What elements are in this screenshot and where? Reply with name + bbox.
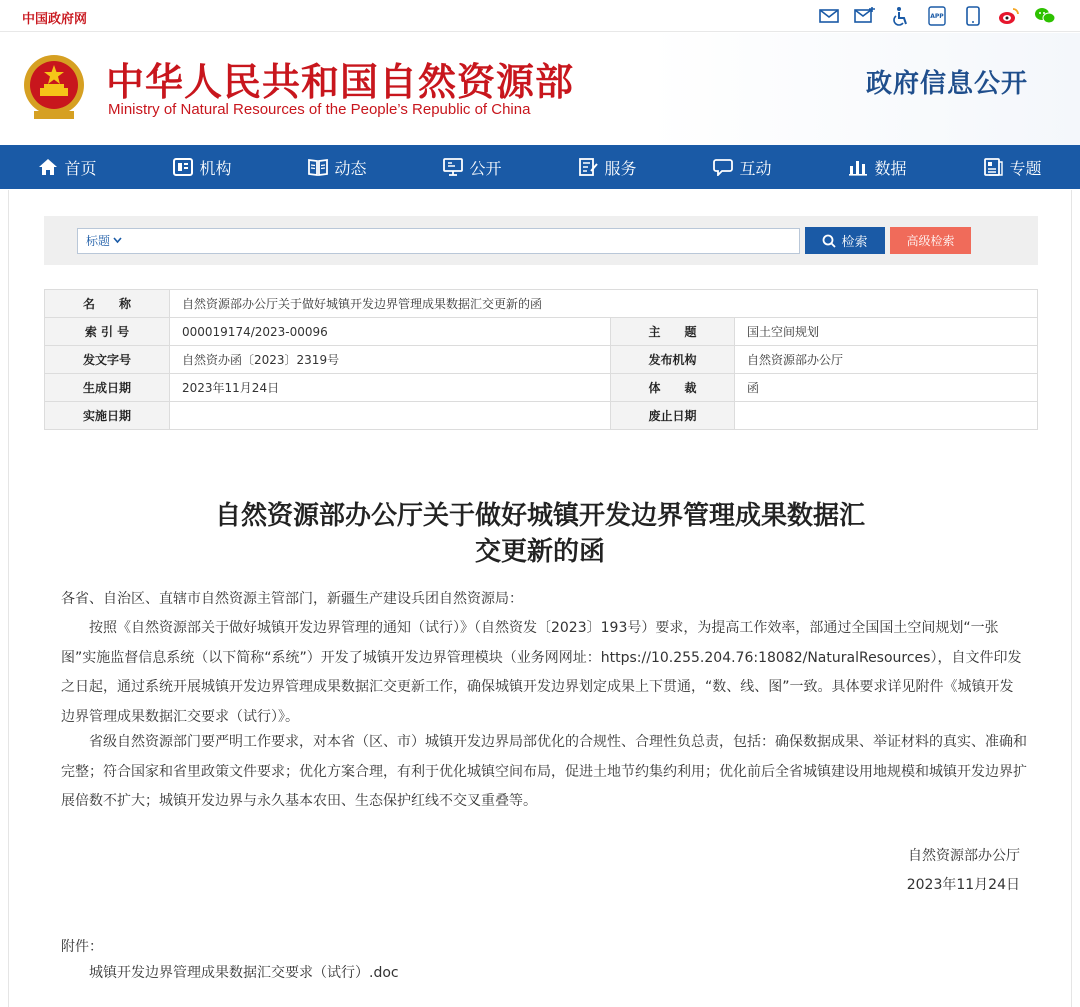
app-icon[interactable] — [926, 5, 948, 27]
mobile-icon[interactable] — [962, 5, 984, 27]
search-icon — [822, 234, 836, 248]
document-salutation: 各省、自治区、直辖市自然资源主管部门，新疆生产建设兵团自然资源局： — [61, 591, 523, 607]
ministry-title-cn: 中华人民共和国自然资源部 — [106, 60, 575, 104]
nav-item-label: 数据 — [874, 158, 907, 178]
nav-item-data[interactable] — [810, 145, 945, 189]
table-row — [45, 346, 1038, 374]
meta-value-effective — [170, 402, 611, 430]
meta-value-date: 2023年11月24日 — [170, 374, 611, 402]
meta-key-issuer: 发布机构 — [611, 346, 735, 374]
national-emblem-icon — [20, 51, 88, 123]
ministry-title-en: Ministry of Natural Resources of the People’s Republic of China — [108, 101, 531, 118]
document-title-line: 自然资源部办公厅关于做好城镇开发边界管理成果数据汇 — [214, 501, 865, 531]
interaction-icon — [713, 158, 733, 176]
top-icons — [818, 5, 1056, 27]
nav-item-label: 公开 — [469, 158, 502, 178]
site-header — [0, 33, 1080, 145]
nav-item-label: 专题 — [1009, 158, 1042, 178]
mail-icon[interactable] — [818, 5, 840, 27]
nav-item-news[interactable] — [270, 145, 405, 189]
attachment-link[interactable]: 城镇开发边界管理成果数据汇交要求（试行）.doc — [89, 965, 399, 981]
meta-key-index: 索 引 号 — [45, 318, 170, 346]
attachment-label: 附件： — [61, 939, 103, 955]
meta-key-subject: 主 题 — [611, 318, 735, 346]
search-field-label: 标题 — [86, 234, 111, 248]
nav-item-disclosure[interactable] — [405, 145, 540, 189]
home-icon — [38, 158, 58, 176]
accessibility-icon[interactable] — [890, 5, 912, 27]
meta-value-expiry — [735, 402, 1038, 430]
nav-item-label: 互动 — [739, 158, 772, 178]
advanced-search-button[interactable]: 高级检索 — [890, 227, 971, 254]
meta-value-name: 自然资源部办公厅关于做好城镇开发边界管理成果数据汇交更新的函 — [170, 290, 1038, 318]
gov-site-link[interactable]: 中国政府网 — [22, 12, 88, 27]
nav-item-label: 服务 — [604, 158, 637, 178]
signature-org: 自然资源部办公厅 — [908, 848, 1020, 864]
document-meta-table — [44, 289, 1038, 430]
main-nav — [0, 145, 1080, 189]
nav-item-label: 机构 — [199, 158, 232, 178]
meta-value-docno: 自然资办函〔2023〕2319号 — [170, 346, 611, 374]
meta-key-effective: 实施日期 — [45, 402, 170, 430]
nav-item-home[interactable] — [0, 145, 135, 189]
meta-key-expiry: 废止日期 — [611, 402, 735, 430]
news-icon — [308, 158, 328, 176]
search-button-label: 检索 — [841, 235, 868, 250]
topic-icon — [983, 158, 1003, 176]
mail-edit-icon[interactable] — [854, 5, 876, 27]
document-paragraph: 省级自然资源部门要严明工作要求，对本省（区、市）城镇开发边界局部优化的合规性、合理性负总责，包括：确保数据成果、举证材料的真实、准确和完整；符合国家和省里政策文件要求；优化方案合理，有利于优化城镇空间布局，促进土地节约集约利用；优化前后全省城镇建设用地规模和城镇开发边界扩展倍数不扩大；城镇开发边界与永久基本农田、生态保护红线不交叉重叠等。 — [61, 734, 1027, 809]
nav-item-label: 动态 — [334, 158, 367, 178]
meta-value-index: 000019174/2023-00096 — [170, 318, 611, 346]
chevron-down-icon — [113, 237, 122, 244]
table-row — [45, 290, 1038, 318]
nav-item-organization[interactable] — [135, 145, 270, 189]
document-title — [140, 498, 940, 570]
meta-key-date: 生成日期 — [45, 374, 170, 402]
meta-key-docno: 发文字号 — [45, 346, 170, 374]
svg-text:APP: APP — [930, 13, 944, 20]
nav-item-topic[interactable] — [945, 145, 1080, 189]
search-button[interactable] — [805, 227, 885, 254]
service-icon — [578, 158, 598, 176]
organization-icon — [173, 158, 193, 176]
table-row — [45, 402, 1038, 430]
signature-date: 2023年11月24日 — [906, 877, 1020, 893]
table-row — [45, 318, 1038, 346]
disclosure-icon — [443, 158, 463, 176]
document-title-line: 交更新的函 — [474, 537, 605, 567]
search-input[interactable] — [77, 228, 800, 254]
data-icon — [848, 158, 868, 176]
wechat-icon[interactable] — [1034, 5, 1056, 27]
meta-key-genre: 体 裁 — [611, 374, 735, 402]
nav-item-label: 首页 — [64, 158, 97, 178]
meta-key-name: 名 称 — [45, 290, 170, 318]
document-paragraph: 按照《自然资源部关于做好城镇开发边界管理的通知（试行）》（自然资发〔2023〕193号）要求，为提高工作效率，部通过全国国土空间规划“一张图”实施监督信息系统（以下简称“系统”）开发了城镇开发边界管理模块（业务网网址：https://10.255.204.76:18082/NaturalResources），自文件印发之日起，通过系统开展城镇开发边界管理成果数据汇交更新工作，确保城镇开发边界划定成果上下贯通，“数、线、图”一致。具体要求详见附件《城镇开发边界管理成果数据汇交要求（试行）》。 — [61, 620, 1022, 725]
weibo-icon[interactable] — [998, 5, 1020, 27]
top-bar — [0, 0, 1080, 32]
search-field-select[interactable] — [86, 232, 122, 249]
nav-item-service[interactable] — [540, 145, 675, 189]
meta-value-subject: 国土空间规划 — [735, 318, 1038, 346]
meta-value-issuer: 自然资源部办公厅 — [735, 346, 1038, 374]
table-row — [45, 374, 1038, 402]
nav-item-interaction[interactable] — [675, 145, 810, 189]
gov-info-open-title: 政府信息公开 — [865, 69, 1028, 99]
meta-value-genre: 函 — [735, 374, 1038, 402]
